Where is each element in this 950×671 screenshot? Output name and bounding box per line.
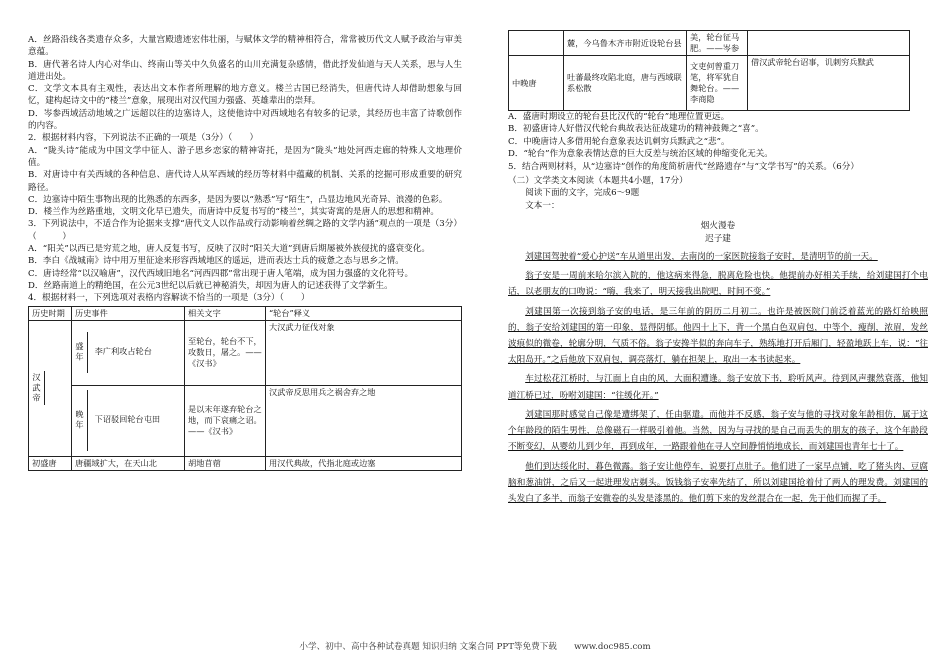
question-2: 2．根据材料内容，下列说法不正确的一项是（3分）（ ） [28,133,259,144]
event-cell: 李广利攻占轮台 [94,346,152,357]
text-line: C．文学文本具有主观性，表达出文本作者所理解的地方意义。楼兰古国已经消失，但唐代诗人却借助想象与回忆，建构起诗文中的“楼兰”意象，展现出对汉代国力强盛、英雄辈出的崇拜。 [28,84,462,107]
text-label: 文本一： [525,200,560,211]
table-header: 历史时期 [29,306,72,320]
table-cell: 文吏何曾重刀笔，将军犹自舞轮台。——李商隐 [687,56,748,111]
question-3: 3．下列说法中，不适合作为论据来支撑“唐代文人以作品或行动影响着丝绸之路的文学内涵”观点的一项是（3分）（ ） [28,219,462,242]
option-c: C．中晚唐诗人多借用轮台意象表达讥刺穷兵黩武之“悲”。 [508,136,730,147]
option-b: B．初盛唐诗人好借汉代轮台典故表达征战建功的精神鼓舞之“喜”。 [508,124,764,135]
table-cell: 大汉武力征伐对象 [266,320,462,385]
story-paragraph: 他们到达绥化时，暮色微露。翁子安让他停车，说要打点肚子。他们进了一家早点铺，吃了猪头肉、豆腐脑和葱油饼，之后又一起进理发店剃头。饭钱翁子安率先结了，所以刘建国抢着付了两人的理发费。刘建国的头发白了多半，而翁子安微卷的头发是漆黑的。他们剪下来的发丝混合在一起，先于他们而握了手。 [508,461,928,504]
luntai-table [28,306,462,471]
table-header-row [29,306,462,320]
table-cell: 胡地苜蓿 [185,456,266,470]
table-cell: 用汉代典故，代指北庭或边塞 [266,456,462,470]
right-column [508,30,928,510]
text-line: A．“阳关”以西已是穷荒之地，唐人反复书写，反映了汉时“阳关大道”到唐后期屡被外族侵扰的盛衰变化。 [28,244,430,255]
story-paragraph: 刘建国那时感觉自己像是遭绑架了，任由驱遣。而他并不反感，翁子安与他的寻找对象年龄相仿，属于这个年龄段的陌生男性，总像磁石一样吸引着他。当然，因为与寻找的是自己而丢失的朋友的孩子，这个年龄段不断变幻，从婴幼儿到少年，再到成年，一路跟着他在寻人空间静悄悄地成长，而刘建国也青年七十了。 [508,409,928,453]
story-body [508,249,928,507]
text-line: B．唐代著名诗人内心对华山、终南山等关中久负盛名的山川充满复杂感情，借此抒发仙道与天人关系，思与人生道进出处。 [28,59,462,82]
table-cell [29,320,72,456]
left-column [28,34,462,471]
text-line: B．对唐诗中有关西域的各种信息、唐代诗人从军西域的经历等材料中蕴藏的机制、关系的挖掘可形成重要的研究路径。 [28,170,462,193]
section-instruction: 阅读下面的文字，完成6～9题 [525,188,640,199]
table-header: “轮台”释义 [266,306,462,320]
table-header: 历史事件 [72,306,185,320]
table-cell [509,31,564,56]
table-row [29,320,462,385]
table-row [509,31,910,56]
story-title: 烟火漫卷 [700,221,736,232]
table-cell: 至轮台，轮台不下，攻数日，屠之。——《汉书》 [185,320,266,385]
table-row [29,456,462,470]
table-row [29,385,462,456]
table-cell: 中晚唐 [509,56,564,111]
table-cell: 是以末年遂弃轮台之地，而下哀痛之诏。——《汉书》 [185,385,266,456]
table-cell: 美，轮台征马肥。——岑参 [687,31,748,56]
table-cell [72,320,185,385]
text-line: D．楼兰作为丝路重地，文明文化早已遗失，而唐诗中反复书写的“楼兰”，其实寄寓的是唐人的思想和精神。 [28,207,439,218]
event-cell: 下诏驳回轮台屯田 [94,414,161,425]
luntai-table-continued [508,30,910,111]
text-line: D．丝路南道上的精绝国，在公元3世纪以后就已神秘消失，却因为唐人的记述获得了文学新生。 [28,280,393,291]
story-paragraph: 刘建国第一次接到翁子安的电话，是三年前的阴历二月初二。也许是被医院门前泛着蓝光的路灯给映照的，翁子安给刘建国的第一印象，显得阴郁。他四十上下，背一个黑白色双肩包，中等个，瘦削，浓眉，发丝波痕似的微卷，轮廓分明，气质不俗。翁子安搀半似的奔向车子，熟练地打开后厢门，轻盈地跃上车，说：“往太阳岛开。”之后他放下双肩包，调亮落灯，躺在担架上，取出一本书读起来。 [508,306,928,366]
story-author: 迟子建 [705,233,731,244]
text-line: A．丝路沿线各类遗存众多，大量宫殿遗迹宏伟壮丽，与赋体文学的精神相符合，常常被历代文人赋予政治与审美意蕴。 [28,35,462,58]
table-cell: 初盛唐 [29,456,72,470]
dynasty-cell: 汉武帝 [29,371,45,406]
page-footer: 小学、初中、高中各种试卷真题 知识归纳 文案合同 PPT等免费下载 www.doc985.com [299,642,651,652]
table-cell: 麓，今乌鲁木齐市附近设轮台县 [564,31,687,56]
text-line: C．唐诗经常“以汉喻唐”，汉代西域旧地名“河西四郡”常出现于唐人笔端，成为国力强盛的文化符号。 [28,268,414,279]
table-row [509,56,910,111]
period-cell: 盛年 [72,332,88,372]
table-cell [748,31,910,56]
option-d: D．“轮台”作为意象表情达意的巨大反差与统治区域的伸缩变化无关。 [508,149,773,160]
table-cell [72,385,185,456]
story-paragraph: 翁子安是一周前来哈尔滨入院的，他这病来得急，脱离危险也快。他提前办好相关手续，给刘建国打个电话，以老朋友的口吻说：“嗨，我来了，明天接我出院吧，时间不变。” [508,271,928,298]
period-cell: 晚年 [72,390,88,450]
question-5: 5．结合两则材料，从“边塞诗”创作的角度简析唐代“丝路遗存”与“文学书写”的关系。（6分） [508,161,859,172]
text-line: D．岑参西域活动地域之广远超以往的边塞诗人，这使他诗中对西域地名有较多的记录，其经历也丰富了诗歌创作的内容。 [28,108,462,132]
text-line: C．边塞诗中陌生事物出现的比熟悉的东西多，是因为要以“熟悉”写“陌生”，凸显边地风光奇异、浪漫的色彩。 [28,194,448,205]
text-line: B．李白《战城南》诗中用万里征途来形容西域地区的遥远，进而表达士兵的疲惫之态与思乡之情。 [28,256,404,267]
table-cell: 借汉武帝轮台诏事，讥刺穷兵黩武 [748,56,910,111]
table-cell: 唐疆域扩大，在天山北 [72,456,185,470]
table-header: 相关文字 [185,306,266,320]
table-cell: 汉武帝反思用兵之祸舍弃之地 [266,385,462,456]
question-4: 4．根据材料一，下列选项对表格内容解读不恰当的一项是（3分）（ ） [28,293,310,304]
section-heading: （二）文学类文本阅读（本题共4小题，17分） [508,176,688,187]
table-cell: 吐蕃最终攻陷北庭，唐与西域联系松散 [564,56,687,111]
story-paragraph: 车过松花江桥时，与江面上自由的风，大面积遭逢。翁子安放下书，聆听风声。待到风声骤然衰落，他知道江桥已过，吩咐刘建国：“往缓化开。” [508,374,928,401]
story-paragraph: 刘建国驾驶着“爱心护送”车从道里出发，去南岗的一家医院接翁子安时，是清明节的前一天。 [525,252,878,263]
option-a: A．盛唐时期设立的轮台县比汉代的“轮台”地理位置更远。 [508,112,730,122]
text-line: A．“陇头诗”能成为中国文学中征人、游子思乡恋家的精神寄托，是因为“陇头”地处河西走廊的特殊人文地理价值。 [28,145,462,168]
